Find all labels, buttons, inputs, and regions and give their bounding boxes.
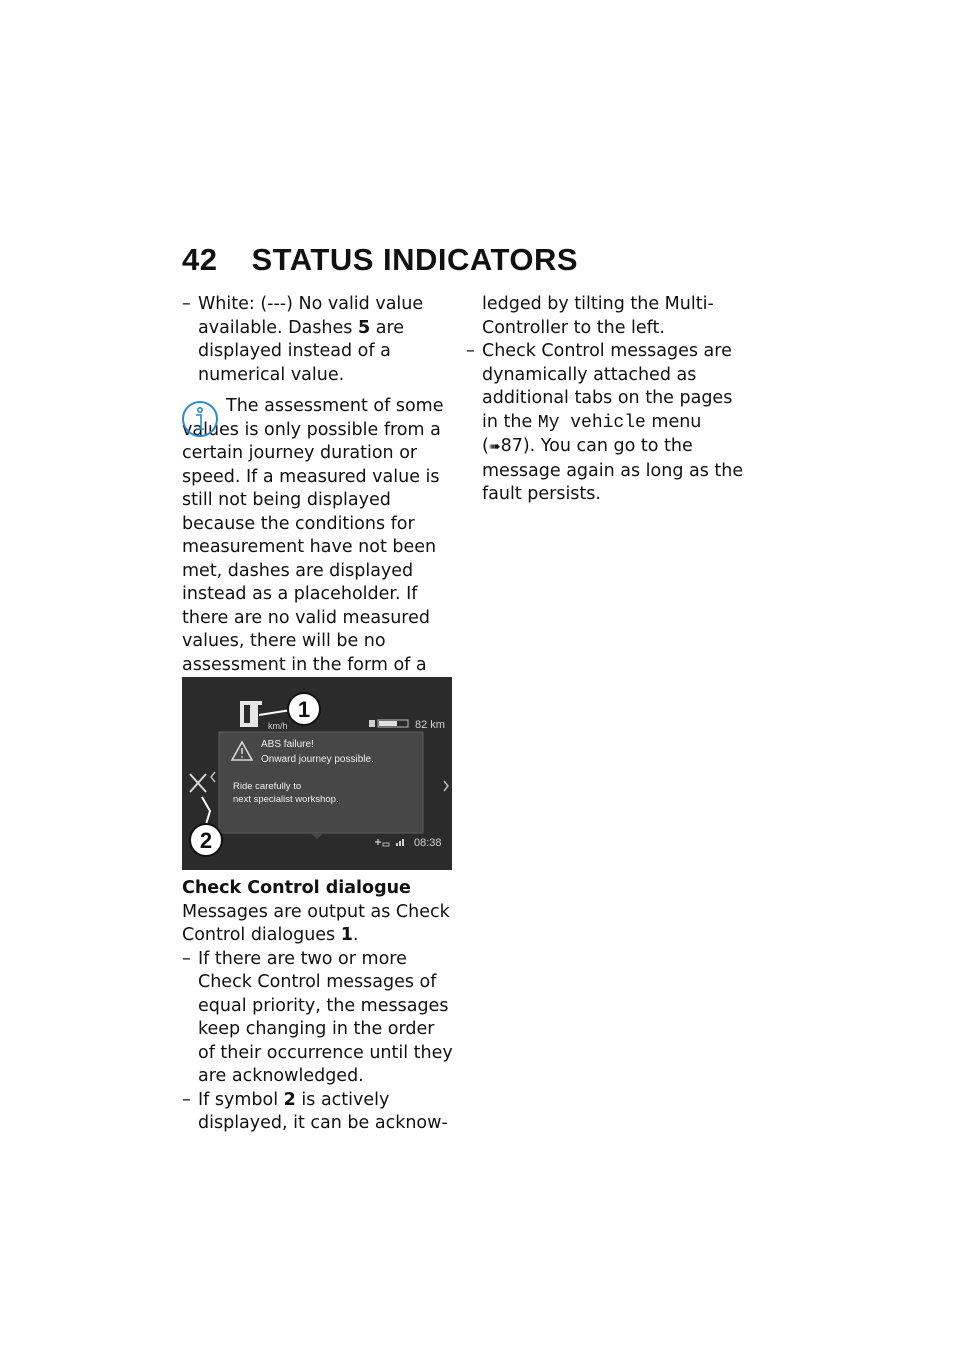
right-column (466, 293, 748, 507)
list-dash: – (182, 1089, 191, 1110)
info-icon (180, 399, 220, 439)
section-title: Check Control dialogue (182, 878, 411, 898)
section-text-part: Messages are output as Check Control dialogues (182, 901, 450, 945)
ref-number: 2 (283, 1089, 296, 1110)
list-dash: – (182, 948, 191, 969)
list-text: White: (---) No valid value available. Dashes (198, 294, 424, 338)
left-column-lower (182, 877, 454, 1136)
dashboard-screen (182, 677, 452, 870)
clock-time: 08:38 (414, 837, 442, 849)
list-dash: – (466, 341, 475, 361)
left-column (182, 293, 454, 701)
list-text: menu ( (482, 411, 702, 456)
range-value: 82 km (415, 719, 445, 731)
list-item-continuation (466, 293, 748, 340)
msg-title: ABS failure! (261, 739, 314, 750)
note-text: The assessment of some values is only possible from a certain journey duration or speed. If a measured value is still not being displayed because the conditions for measurement have not been met, dashes are displayed instead as a placeholder. If there are no valid measured values, there will be no assessment in the form of a (182, 396, 444, 675)
list-text: ). You can go to the message again as long as the fault persists. (482, 436, 744, 504)
dashboard-figure (182, 677, 452, 870)
page-ref-arrow-icon: ➠ (488, 439, 501, 455)
list-text: Check Control messages are dynamically attached as additional tabs on the pages in the (482, 341, 733, 432)
list-dash: – (182, 294, 191, 314)
section-text-part: . (352, 925, 359, 945)
list-text: If symbol (198, 1089, 284, 1110)
list-item-priority (182, 948, 454, 1089)
callout-2-label: 2 (199, 828, 213, 853)
page-ref-number[interactable]: 87 (500, 436, 523, 456)
ref-number: 5 (357, 317, 371, 338)
msg-subtitle: Onward journey possible. (261, 754, 374, 765)
section-text (182, 901, 454, 948)
page-header (182, 242, 578, 278)
chapter-title: STATUS INDICATORS (251, 242, 579, 277)
ref-number: 1 (340, 925, 353, 945)
info-note (182, 395, 454, 701)
msg-body-line1: Ride carefully to (233, 781, 302, 792)
list-text: are displayed instead of a numerical value. (198, 317, 405, 385)
speed-unit: km/h (268, 721, 288, 731)
list-item-symbol (182, 1089, 454, 1136)
menu-name: My vehicle (537, 412, 646, 433)
msg-body-line2: next specialist workshop. (233, 794, 339, 805)
list-text: If there are two or more Check Control messages of equal priority, the messages keep changing in the order of their occurrence until they are acknowledged. (198, 948, 453, 1086)
list-item-tabs (466, 340, 748, 507)
list-text: is actively displayed, it can be acknow- (198, 1089, 448, 1133)
page-number: 42 (182, 242, 218, 277)
callout-1-label: 1 (297, 697, 311, 722)
list-text: ledged by tilting the Multi-Controller to the left. (482, 294, 714, 338)
list-item-white (182, 293, 454, 387)
